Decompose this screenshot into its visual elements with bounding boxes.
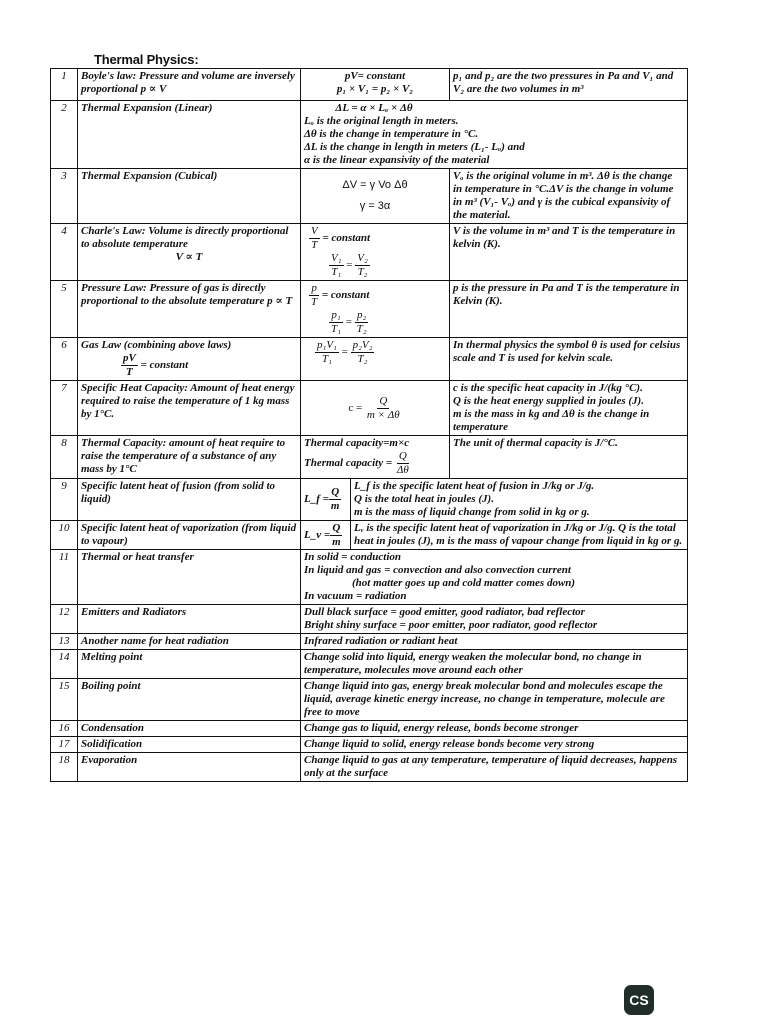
row-description: The unit of thermal capacity is J/°C.: [450, 436, 688, 479]
row-description: Change liquid to solid, energy release bonds become very strong: [301, 737, 688, 753]
table-row: [51, 753, 688, 782]
table-row: [51, 338, 688, 381]
table-row: [51, 381, 688, 436]
row-description: Change gas to liquid, energy release, bonds become stronger: [301, 721, 688, 737]
table-row: [51, 634, 688, 650]
row-description: Dull black surface = good emitter, good radiator, bad reflector Bright shiny surface = poor emitter, poor radiator, good reflector: [301, 605, 688, 634]
table-row: [51, 101, 688, 169]
row-description: p₁ and p₂ are the two pressures in Pa and V₁ and V₂ are the two volumes in m³: [450, 69, 688, 101]
row-description: p is the pressure in Pa and T is the temperature in Kelvin (K).: [450, 281, 688, 338]
row-name: Charle's Law: Volume is directly proportional to absolute temperature V ∝ T: [78, 224, 301, 281]
row-number: 12: [51, 605, 78, 634]
table-row: [51, 605, 688, 634]
row-name: Boyle's law: Pressure and volume are inversely proportional p ∝ V: [78, 69, 301, 101]
table-row: [51, 69, 688, 101]
row-name: Pressure Law: Pressure of gas is directly proportional to the absolute temperature p ∝ T: [78, 281, 301, 338]
table-row: [51, 224, 688, 281]
row-formula: ΔV = γ Vo Δθ γ = 3α: [301, 169, 450, 224]
row-description: Infrared radiation or radiant heat: [301, 634, 688, 650]
row-description: In thermal physics the symbol θ is used for celsius scale and T is used for kelvin scale.: [450, 338, 688, 381]
row-formula: $\frac{V}{T}$ = constant $\frac{\text{V₁}}{\text{T₁}}$ = $\frac{\text{V₂}}{\text{T₂}}$: [301, 224, 450, 281]
row-number: 17: [51, 737, 78, 753]
row-number: 11: [51, 550, 78, 605]
row-formula: L_v = $\frac{Q}{m}$: [304, 521, 341, 548]
table-row: [51, 721, 688, 737]
row-description: L_f = $\frac{Q}{m}$ L_f is the specific latent heat of fusion in J/kg or J/g. Q is the total heat in joules (J). m is the mass of liquid change from solid in kg or g.: [301, 479, 688, 521]
row-description: Change liquid to gas at any temperature, temperature of liquid decreases, happens only at the surface: [301, 753, 688, 782]
thermal-physics-table: [50, 68, 688, 782]
row-name: Boiling point: [78, 679, 301, 721]
row-number: 7: [51, 381, 78, 436]
row-name: Thermal Expansion (Cubical): [78, 169, 301, 224]
row-number: 10: [51, 521, 78, 550]
row-description: Change solid into liquid, energy weaken the molecular bond, no change in temperature, molecules move around each other: [301, 650, 688, 679]
row-description: ΔL = α × Lₒ × Δθ Lₒ is the original length in meters. Δθ is the change in temperature in °C. ΔL is the change in length in meters (L₁- Lₒ) and α is the linear expansivity of the material: [301, 101, 688, 169]
row-description: Change liquid into gas, energy break molecular bond and molecules escape the liquid, average kinetic energy increase, no change in temperature, molecule are free to move: [301, 679, 688, 721]
row-name: Condensation: [78, 721, 301, 737]
row-description: V is the volume in m³ and T is the temperature in kelvin (K).: [450, 224, 688, 281]
row-name: Specific latent heat of fusion (from solid to liquid): [78, 479, 301, 521]
row-name: Solidification: [78, 737, 301, 753]
row-name: Emitters and Radiators: [78, 605, 301, 634]
row-formula: Thermal capacity=m×c Thermal capacity = $\frac{Q}{\Delta\theta}$: [301, 436, 450, 479]
row-number: 4: [51, 224, 78, 281]
row-description: Vₒ is the original volume in m³. Δθ is the change in temperature in °C.ΔV is the change in volume in m³ (V₁- Vₒ) and γ is the cubical expansivity of the material.: [450, 169, 688, 224]
row-name: Thermal or heat transfer: [78, 550, 301, 605]
row-name: Specific latent heat of vaporization (from liquid to vapour): [78, 521, 301, 550]
row-formula: $\frac{p}{T}$ = constant $\frac{\text{p₁}}{\text{T₁}}$ = $\frac{\text{p₂}}{\text{T₂}}$: [301, 281, 450, 338]
table-row: [51, 479, 688, 521]
row-formula: c = $\frac{Q}{m \times \Delta\theta}$: [301, 381, 450, 436]
table-row: [51, 650, 688, 679]
table-row: [51, 679, 688, 721]
camscanner-logo: CS: [624, 985, 654, 1015]
row-number: 18: [51, 753, 78, 782]
row-name: Evaporation: [78, 753, 301, 782]
row-number: 9: [51, 479, 78, 521]
row-number: 6: [51, 338, 78, 381]
table-row: [51, 550, 688, 605]
row-name: Another name for heat radiation: [78, 634, 301, 650]
table-row: [51, 169, 688, 224]
row-number: 3: [51, 169, 78, 224]
row-number: 13: [51, 634, 78, 650]
row-number: 15: [51, 679, 78, 721]
row-name: Specific Heat Capacity: Amount of heat energy required to raise the temperature of 1 kg mass by 1°C.: [78, 381, 301, 436]
row-number: 8: [51, 436, 78, 479]
row-description: c is the specific heat capacity in J/(kg °C). Q is the heat energy supplied in joules (J). m is the mass in kg and Δθ is the change in temperature: [450, 381, 688, 436]
row-number: 2: [51, 101, 78, 169]
row-number: 1: [51, 69, 78, 101]
table-row: [51, 436, 688, 479]
row-name: Melting point: [78, 650, 301, 679]
row-name: Thermal Expansion (Linear): [78, 101, 301, 169]
table-row: [51, 737, 688, 753]
row-description: In solid = conduction In liquid and gas = convection and also convection current (hot matter goes up and cold matter comes down) In vacuum = radiation: [301, 550, 688, 605]
row-number: 5: [51, 281, 78, 338]
row-name: Gas Law (combining above laws) $\frac{pV}{T}$ = constant: [78, 338, 301, 381]
row-number: 16: [51, 721, 78, 737]
page-title: Thermal Physics:: [94, 52, 199, 67]
row-formula: L_f = $\frac{Q}{m}$: [304, 486, 340, 512]
row-formula: pV= constant p₁ × V₁ = p₂ × V₂: [301, 69, 450, 101]
table-row: [51, 281, 688, 338]
table-row: [51, 521, 688, 550]
row-formula: $\frac{\text{p₁V₁}}{\text{T₁}}$ = $\frac{\text{p₂V₂}}{\text{T₂}}$: [301, 338, 450, 381]
row-description: L_v = $\frac{Q}{m}$ Lᵥ is the specific latent heat of vaporization in J/kg or J/g. Q is the total heat in joules (J), m is the mass of vapour change from liquid in kg or g.: [301, 521, 688, 550]
row-number: 14: [51, 650, 78, 679]
row-name: Thermal Capacity: amount of heat require to raise the temperature of a substance of any mass by 1°C: [78, 436, 301, 479]
